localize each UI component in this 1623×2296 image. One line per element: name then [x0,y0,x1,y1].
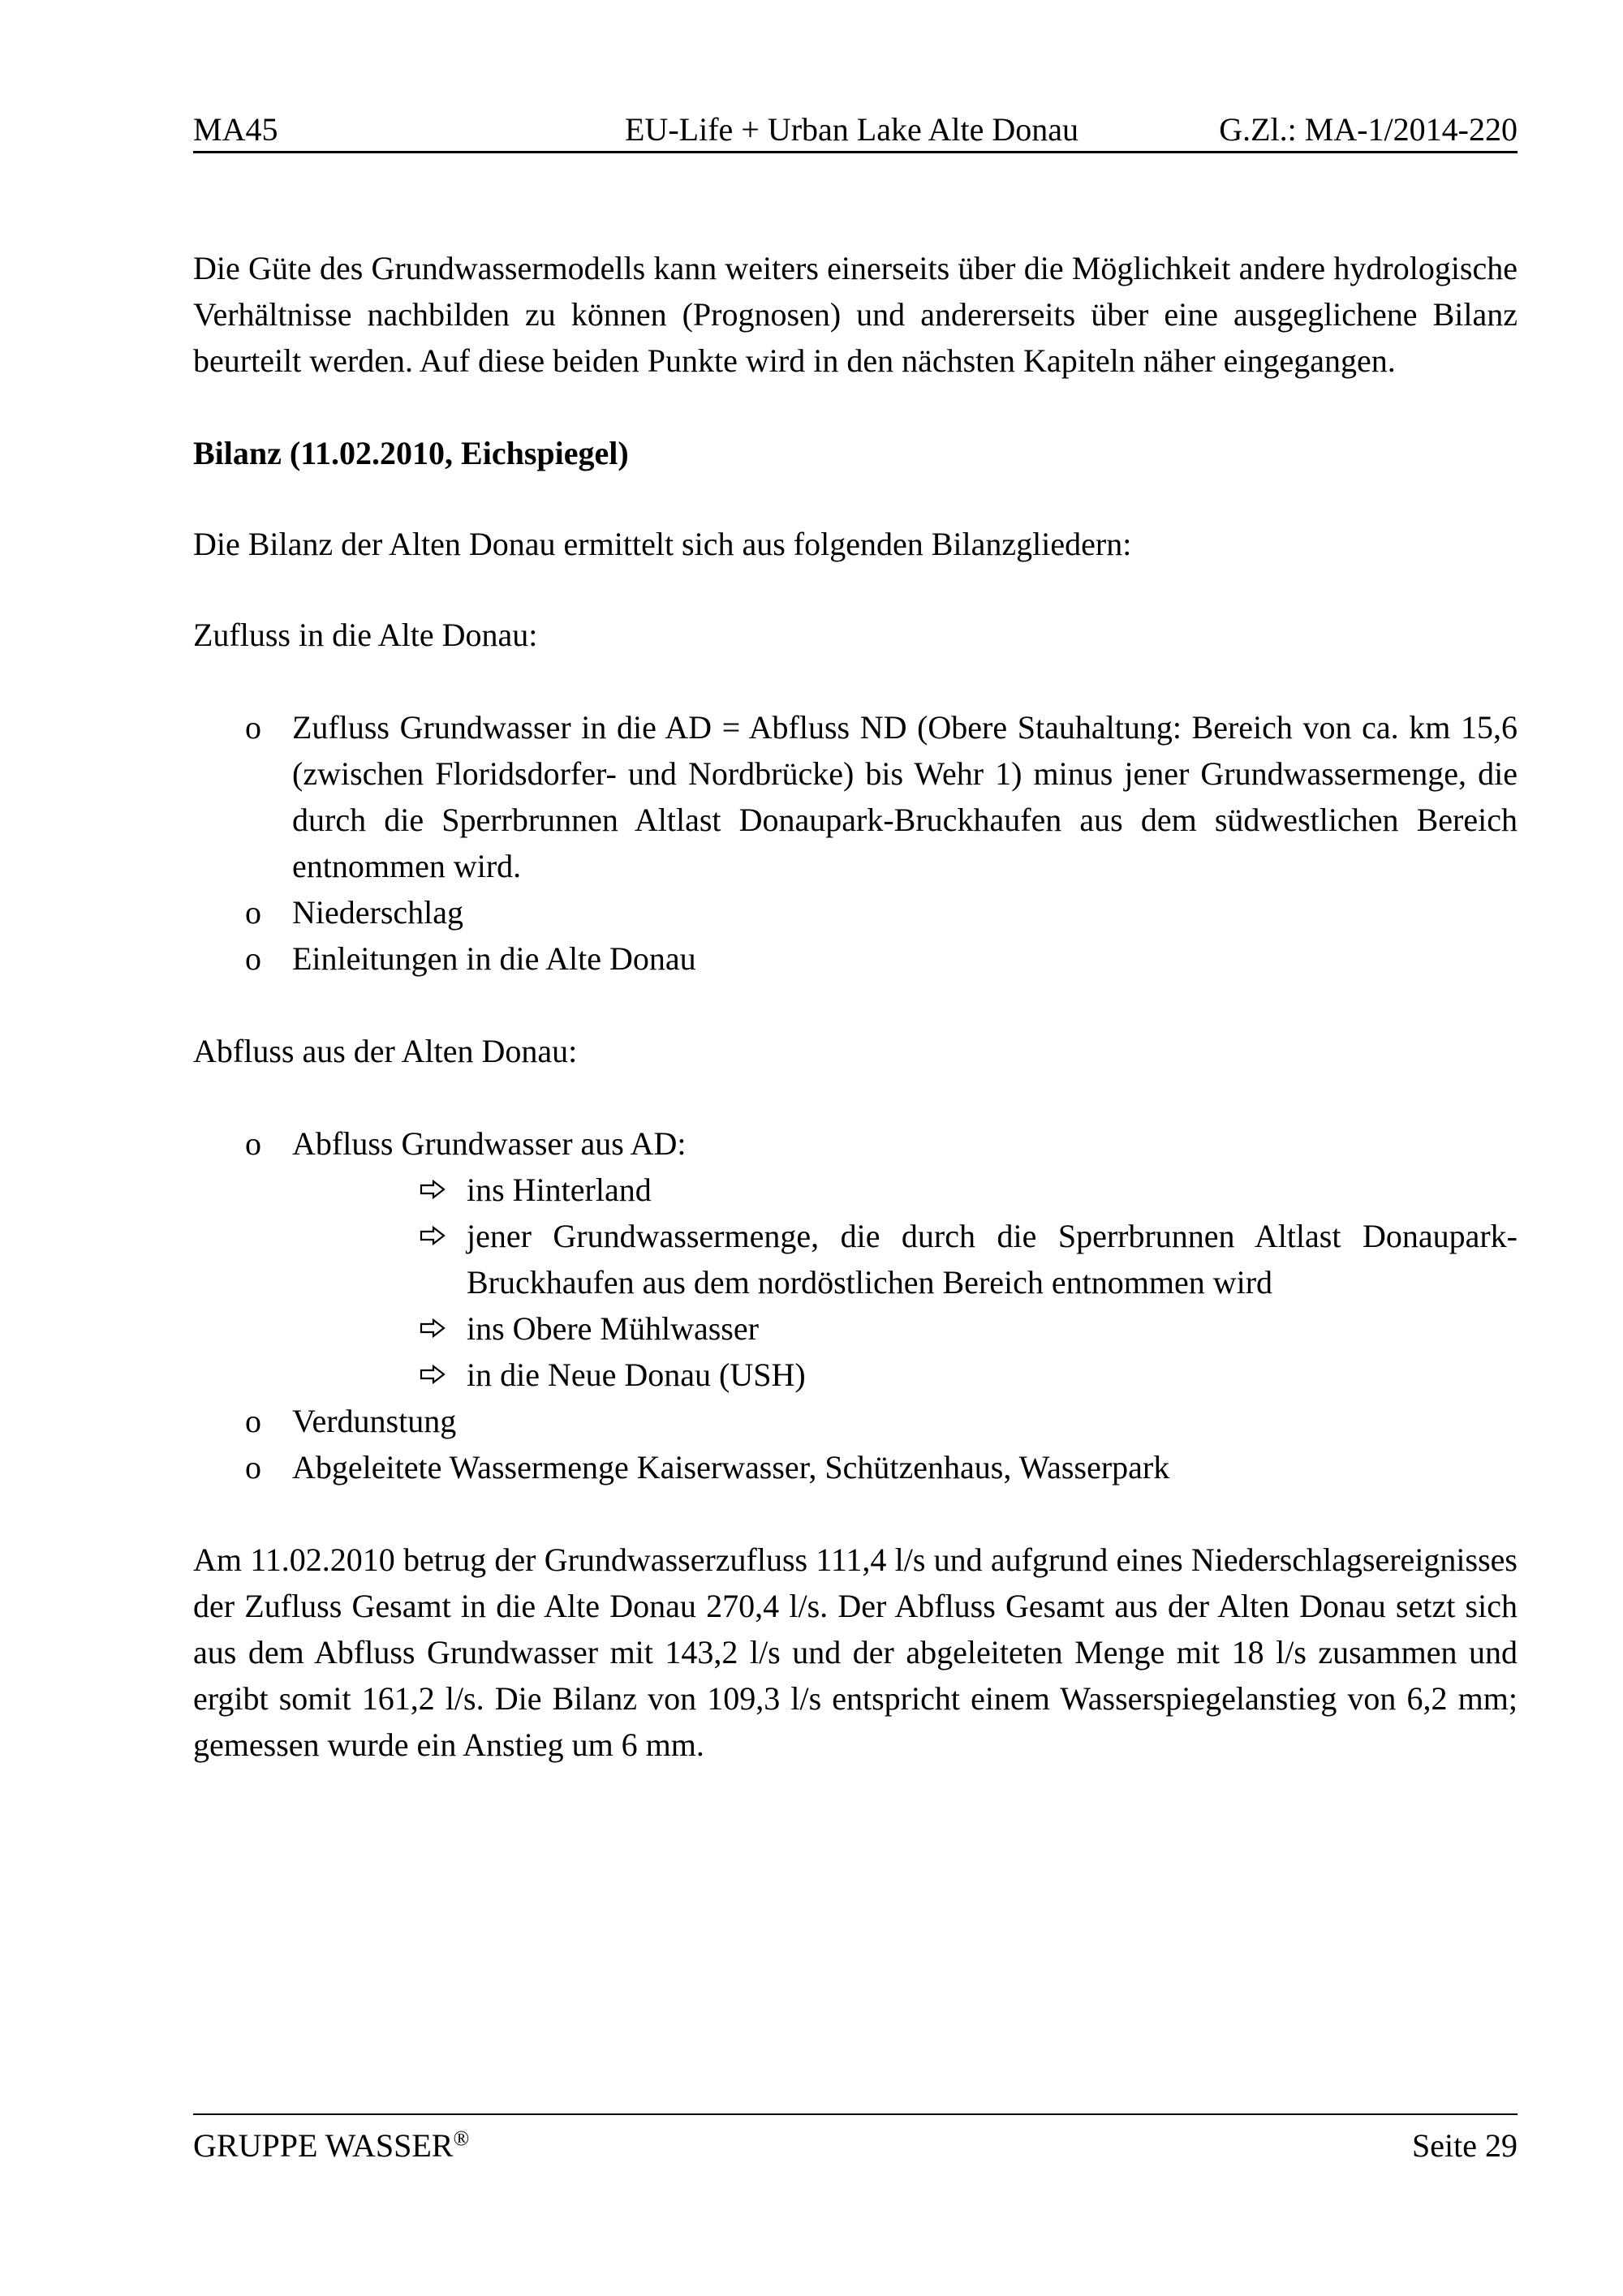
page-body [193,245,1518,1768]
sub-list-item [193,1213,1518,1305]
bullet-mark: o [245,1125,261,1162]
bullet-mark: o [245,1403,261,1439]
section-heading: Bilanz (11.02.2010, Eichspiegel) [193,435,629,471]
bullet-mark: o [245,709,261,746]
sub-list-item [193,1167,1518,1213]
registered-mark: ® [453,2126,470,2150]
header-project-title: EU-Life + Urban Lake Alte Donau [625,111,1079,148]
inflow-item-text: Niederschlag [292,894,464,931]
sub-item-text: ins Obere Mühlwasser [467,1310,759,1347]
outflow-item-text: Abgeleitete Wassermenge Kaiserwasser, Schützenhaus, Wasserpark [292,1449,1170,1486]
page-footer [193,2113,1518,2172]
list-item [193,1398,1518,1444]
sub-list-item [193,1352,1518,1398]
page-number: Seite 29 [1412,2127,1518,2164]
header-department: MA45 [193,111,278,148]
bullet-mark: o [245,894,261,931]
inflow-title: Zufluss in die Alte Donau: [193,617,538,653]
outflow-title: Abfluss aus der Alten Donau: [193,1033,578,1069]
inflow-list [193,704,1518,982]
arrow-right-outline-icon [420,1318,446,1338]
list-item [193,889,1518,935]
list-item [193,935,1518,982]
outflow-list [193,1120,1518,1490]
inflow-item-text: Zufluss Grundwasser in die AD = Abfluss ND (Obere Stauhaltung: Bereich von ca. km 15,6 (zwischen Floridsdorfer- und Nordbrücke) bis Wehr 1) minus jener Grundwassermenge, die durch die Sperrbrunnen Altlast Donaupark-Bruckhaufen aus dem südwestlichen Bereich entnommen wird. [292,709,1518,884]
bullet-mark: o [245,940,261,977]
list-item [193,1120,1518,1167]
page-header [193,105,1518,153]
arrow-right-outline-icon [420,1226,446,1245]
sub-item-text: jener Grundwassermenge, die durch die Sperrbrunnen Altlast Donaupark-Bruckhaufen aus dem nordöstlichen Bereich entnommen wird [467,1218,1518,1301]
bullet-mark: o [245,1449,261,1486]
footer-organization-name: GRUPPE WASSER [193,2127,454,2164]
outflow-item-text: Abfluss Grundwasser aus AD: [292,1125,687,1162]
arrow-right-outline-icon [420,1180,446,1199]
list-item [193,1444,1518,1490]
intro-paragraph: Die Güte des Grundwassermodells kann weiters einerseits über die Möglichkeit andere hydrologische Verhältnisse nachbilden zu können (Prognosen) und andererseits über eine ausgeglichene Bilanz beurteilt werden. Auf diese beiden Punkte wird in den nächsten Kapiteln näher eingegangen. [193,250,1518,379]
lead-paragraph: Die Bilanz der Alten Donau ermittelt sich aus folgenden Bilanzgliedern: [193,526,1132,562]
summary-paragraph: Am 11.02.2010 betrug der Grundwasserzufluss 111,4 l/s und aufgrund eines Niederschlagsereignisses der Zufluss Gesamt in die Alte Donau 270,4 l/s. Der Abfluss Gesamt aus der Alten Donau setzt sich aus dem Abfluss Grundwasser mit 143,2 l/s und der abgeleiteten Menge mit 18 l/s zusammen und ergibt somit 161,2 l/s. Die Bilanz von 109,3 l/s entspricht einem Wasserspiegelanstieg von 6,2 mm; gemessen wurde ein Anstieg um 6 mm. [193,1541,1518,1763]
arrow-right-outline-icon [420,1365,446,1384]
header-reference-number: G.Zl.: MA-1/2014-220 [1219,111,1518,148]
footer-organization [193,2126,469,2165]
list-item [193,704,1518,889]
outflow-item-text: Verdunstung [292,1403,457,1439]
sub-item-text: ins Hinterland [467,1172,652,1208]
sub-item-text: in die Neue Donau (USH) [467,1357,806,1393]
inflow-item-text: Einleitungen in die Alte Donau [292,940,696,977]
sub-list-item [193,1305,1518,1352]
